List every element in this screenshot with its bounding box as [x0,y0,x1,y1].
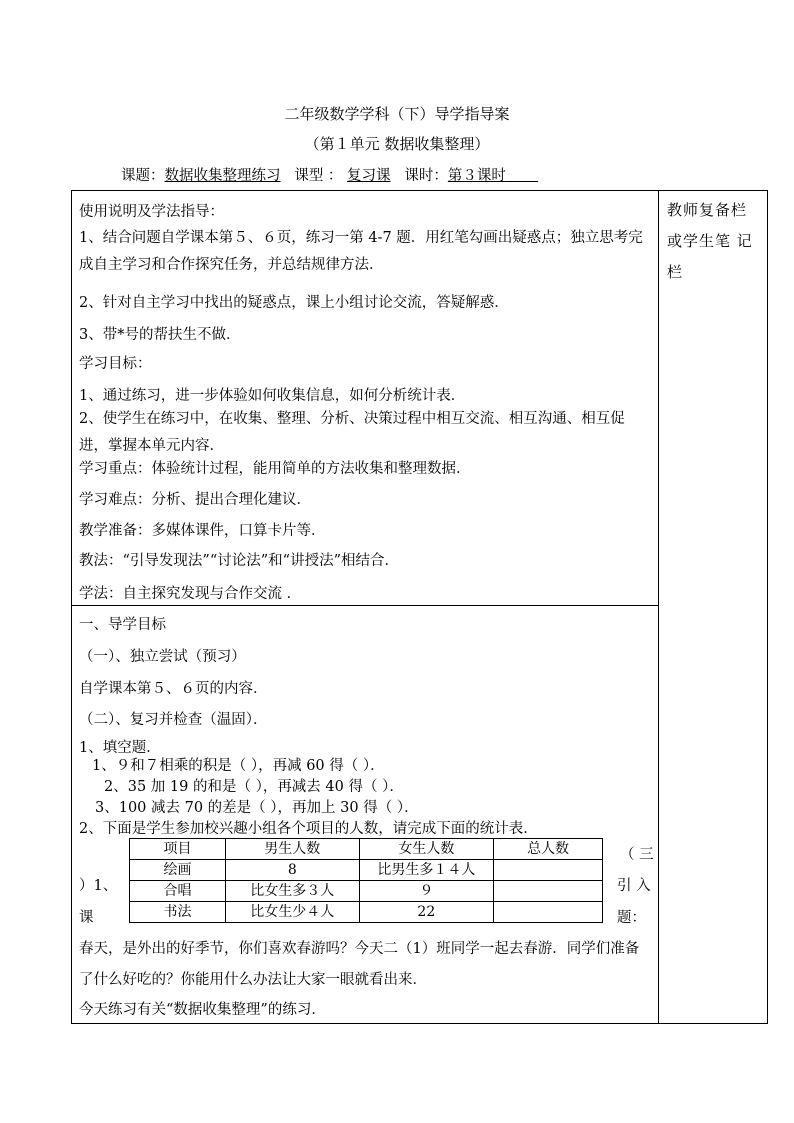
instruction-item-1: 1、结合问题自学课本第５、６页，练习一第 4-7 题．用红笔勾画出疑惑点；独立思考完成自主学习和合作探究任务，并总结规律方法． [79,230,643,273]
question-1: 1、填空题． [79,740,161,756]
right-fragment-3: 题： [617,910,646,926]
type-value: 复习课 [347,168,391,184]
left-fragment-bottom: 课 [79,910,94,926]
goals-heading: 学习目标： [79,356,152,372]
section-divider [71,605,659,606]
goal-1: 1、通过练习，进一步体验如何收集信息，如何分析统计表． [79,388,466,404]
table-row [130,881,603,902]
left-fragment-top: ）1、 [79,878,118,894]
type-label: 课型 ： [294,168,343,184]
table-cell: ９ [359,881,494,902]
section-heading: 一、导学目标 [79,617,166,633]
goal-2: 2、使学生在练习中，在收集、整理、分析、决策过程中相互交流、相互沟通、相互促进，掌握本单元内容． [79,411,625,454]
table-cell: 书法 [130,902,226,923]
table-header-row [130,839,603,860]
period-value: 第３课时 [447,168,506,184]
period-label: 课时： [404,168,448,184]
question-1b: 2、35 加 19 的和是（ ），再减去 40 得（ ）． [104,779,404,795]
teaching-method: 教法：“引导发现法”“讨论法”和“讲授法”相结合． [79,553,399,569]
topic-label: 课题： [121,168,165,184]
table-cell: 22 [359,902,494,923]
table-header: 项目 [130,839,226,860]
table-header: 总人数 [494,839,603,860]
table-cell [494,902,603,923]
stats-table [129,838,603,923]
table-cell: 8 [226,860,360,881]
right-fragment-2: 引 入 [617,878,651,894]
difficulty: 学习难点：分析、提出合理化建议． [79,492,311,508]
closing-text: 今天练习有关“数据收集整理”的练习． [79,1002,326,1018]
unit-subtitle: （第１单元 数据收集整理） [304,135,490,153]
table-cell: 比女生少４人 [226,902,360,923]
table-header: 男生人数 [226,839,360,860]
table-row [130,902,603,923]
column-divider [658,190,659,1024]
right-fragment-1: （ 三 [620,847,654,863]
subsection-2: （二）、复习并检查（温固）． [79,712,268,728]
sidebar-note: 教师复备栏 或学生笔 记 栏 [667,201,753,281]
question-2: 2、下面是学生参加校兴趣小组各个项目的人数，请完成下面的统计表． [79,821,538,837]
question-1a: 1、９和７相乘的积是（ ），再减 60 得（ ）． [92,758,385,774]
table-cell: 合唱 [130,881,226,902]
instructions-heading: 使用说明及学法指导： [79,204,224,220]
table-cell: 比男生多１４人 [359,860,494,881]
intro-text: 春天，是外出的好季节，你们喜欢春游吗？今天二（1）班同学一起去春游．同学们准备了什么好吃的？你能用什么办法让大家一眼就看出来． [79,941,640,988]
instruction-item-3: 3、带*号的帮扶生不做． [79,327,241,343]
learning-method: 学法：自主探究发现与合作交流 ． [79,586,302,602]
table-cell [494,881,603,902]
instruction-item-2: 2、针对自主学习中找出的疑惑点，课上小组讨论交流，答疑解惑． [79,295,509,311]
table-cell: 比女生多３人 [226,881,360,902]
lesson-info-line [121,164,538,185]
preparation: 教学准备：多媒体课件，口算卡片等． [79,523,326,539]
key-point: 学习重点：体验统计过程，能用简单的方法收集和整理数据． [79,461,471,477]
table-header: 女生人数 [359,839,494,860]
subsection-1-text: 自学课本第５、６页的内容． [79,681,268,697]
question-1c: 3、100 减去 70 的差是（ ），再加上 30 得（ ）． [95,800,419,816]
table-cell [494,860,603,881]
page-title: 二年级数学学科（下）导学指导案 [284,105,510,123]
table-row [130,860,603,881]
table-cell: 绘画 [130,860,226,881]
subsection-1: （一）、独立尝试（预习） [79,649,246,665]
topic-value: 数据收集整理练习 [164,168,281,184]
